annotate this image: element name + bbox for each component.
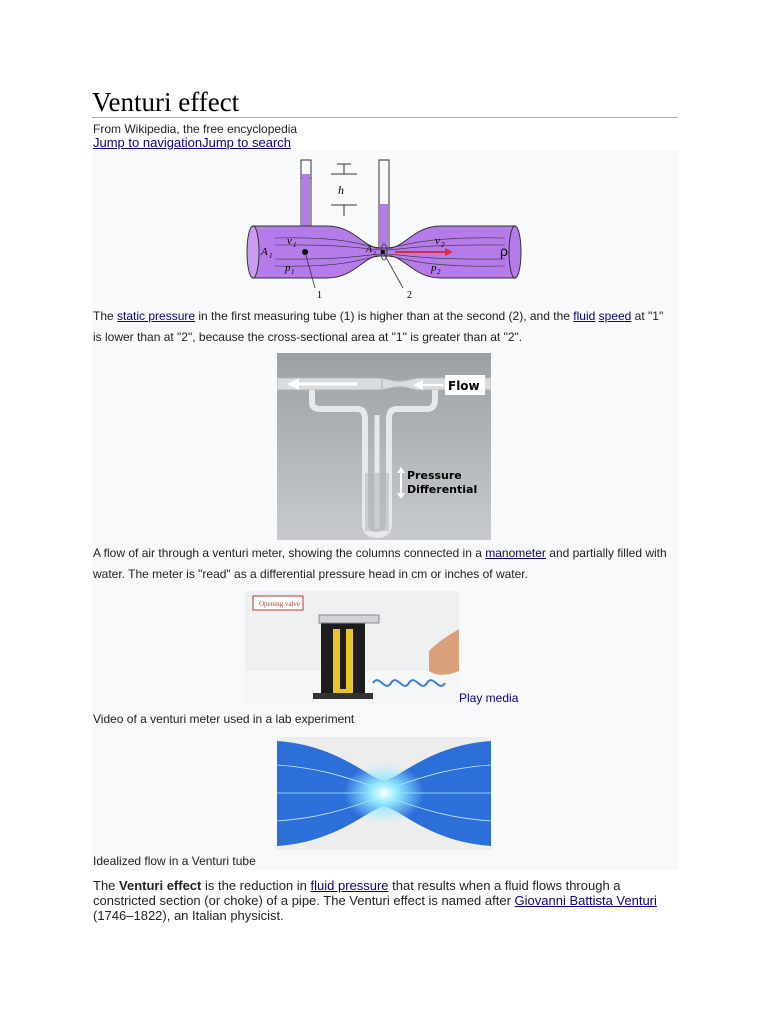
speed-link[interactable]: speed xyxy=(598,309,632,323)
title-divider xyxy=(92,117,678,118)
play-media-link[interactable]: Play media xyxy=(459,691,519,705)
static-pressure-link[interactable]: static pressure xyxy=(117,309,196,323)
venturi-tube-diagram xyxy=(245,156,525,302)
pressure-label: Pressure xyxy=(407,469,462,482)
pressure2-subscript: 2 xyxy=(437,268,441,276)
density-label: ρ xyxy=(500,243,508,259)
pressure1-subscript: 1 xyxy=(291,268,295,276)
velocity1-label: v xyxy=(287,235,292,247)
area1-subscript: 1 xyxy=(269,252,273,260)
figure2-caption: A flow of air through a venturi meter, showing the columns connected in a manometer and partially filled with water. The meter is "read" as a differential pressure head in cm or inches of water. xyxy=(93,546,667,581)
venturi-meter-photo xyxy=(277,353,491,540)
jump-to-search-link[interactable]: Jump to search xyxy=(202,135,291,150)
velocity2-subscript: 2 xyxy=(441,241,445,249)
figure1-caption: The static pressure in the first measuring tube (1) is higher than at the second (2), and the fluid speed at "1" is lower than at "2", because the cross-sectional area at "1" is greater than at "2". xyxy=(93,309,664,344)
tube2-label: 2 xyxy=(407,290,412,301)
lab-video-thumbnail[interactable] xyxy=(245,591,459,704)
figure4-caption: Idealized flow in a Venturi tube xyxy=(93,854,256,868)
idealized-flow-image xyxy=(277,737,491,850)
site-tagline: From Wikipedia, the free encyclopedia xyxy=(93,122,298,136)
figure3-caption: Video of a venturi meter used in a lab experiment xyxy=(93,712,355,726)
tube1-label: 1 xyxy=(317,290,322,301)
page-title: Venturi effect xyxy=(92,87,240,117)
height-label: h xyxy=(338,183,344,197)
jump-links xyxy=(93,135,291,150)
differential-label: Differential xyxy=(407,483,478,496)
area1-label: A xyxy=(261,246,268,258)
fluid-link[interactable]: fluid xyxy=(573,309,596,323)
jump-to-navigation-link[interactable]: Jump to navigation xyxy=(93,135,203,150)
opening-valve-label: Opening valve xyxy=(259,600,301,608)
manometer-link[interactable]: manometer xyxy=(485,546,546,560)
velocity1-subscript: 1 xyxy=(293,241,297,249)
giovanni-battista-venturi-link[interactable]: Giovanni Battista Venturi xyxy=(514,893,657,908)
velocity2-label: v xyxy=(435,235,440,247)
area2-label: A xyxy=(366,244,373,255)
pressure2-label: p xyxy=(431,262,437,274)
flow-label: Flow xyxy=(448,379,480,393)
area2-subscript: 2 xyxy=(373,251,376,257)
fluid-pressure-link[interactable]: fluid pressure xyxy=(310,878,389,893)
pressure1-label: p xyxy=(285,262,291,274)
term-venturi-effect: Venturi effect xyxy=(119,878,202,893)
intro-paragraph: The Venturi effect is the reduction in fluid pressure that results when a fluid flows through a constricted section (or choke) of a pipe. The Venturi effect is named after Giovanni Battista Venturi (1746–1822), an Italian physicist. xyxy=(93,878,657,923)
